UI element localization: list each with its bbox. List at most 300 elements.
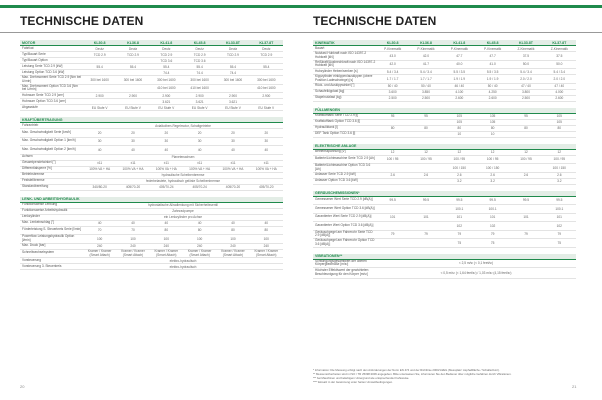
spec-label: Reißkraft/Ausbrechkraft nach ISO 14397-2 Hubkraft [kN] (315, 59, 376, 68)
spec-values (376, 62, 576, 66)
right-page-title: TECHNISCHE DATEN (313, 14, 437, 28)
spec-value: 100 / 95 (520, 157, 532, 162)
spec-row (20, 85, 283, 94)
spec-label: Standardbereifung (22, 184, 49, 189)
spec-value (83, 71, 116, 75)
spec-label: Vorsteuerung (22, 257, 41, 262)
footnote: ** Messunsicherheiten sind in ISO / TR 25398:2006 angegeben. Bitte unterweisen Sie, informieren Sie den Bediener über mögliche Gefahren durch Vibrationen. (313, 372, 512, 376)
spec-values (376, 179, 576, 183)
spec-values (83, 78, 283, 82)
spec-value: 3.621 (162, 99, 171, 104)
spec-values (376, 77, 576, 81)
spec-value: Deutz (128, 46, 138, 51)
spec-value: 50.0 (556, 62, 563, 67)
spec-values (83, 148, 283, 152)
spec-value: 12 (457, 150, 462, 154)
spec-value: TCD 2.9 (160, 52, 173, 57)
spec-value (509, 132, 542, 136)
spec-value: 100% VA + HA (155, 167, 177, 171)
spec-label: Kippzylinder einkippen/auskippen (obere Position Ladeschwinge) [s] (315, 74, 373, 82)
spec-label: Max. Drehmoment Serie TCD 2.9 [Nm bei U/min] (22, 75, 82, 83)
spec-value: 100.1 (455, 206, 464, 211)
spec-value: 2.6 (390, 173, 395, 177)
spec-label: Powerflow Leistungshydraulik Option [l/min] (22, 234, 75, 242)
spec-value: 40 (131, 147, 135, 152)
spec-value: 40 (231, 221, 235, 225)
spec-value: ±11 (230, 161, 236, 165)
spec-value-merged: < 2,5 m/s² (< 0,1 feet/s²) (458, 261, 494, 266)
spec-value: 2.900 (95, 93, 104, 98)
spec-value (250, 71, 283, 75)
spec-value (376, 166, 409, 170)
spec-value: 40 (164, 147, 169, 152)
spec-values (83, 53, 283, 57)
spec-value: Deutz (228, 46, 238, 51)
spec-values (376, 47, 576, 51)
spec-values (376, 207, 576, 211)
section-title: LENK- UND ARBEITSHYDRAULIK (22, 197, 80, 201)
spec-value: 2.900 (195, 93, 204, 98)
spec-value: 100 (263, 236, 269, 241)
spec-value: 2.0 / 2.0 (520, 76, 532, 81)
spec-value: 101 (556, 215, 562, 220)
spec-values (83, 94, 283, 98)
spec-value: 12 (524, 150, 528, 154)
spec-value: 70 (131, 228, 135, 233)
spec-label: Vorsteuerung 3. Steuerkreis (22, 263, 62, 268)
spec-value: 80 (490, 126, 495, 130)
spec-label: Bauart (315, 45, 325, 50)
spec-value: 46 / 40 (454, 84, 465, 88)
spec-label: Nutzlast Hubkraft nach ISO 14397-2 Hubkraft [kN] (315, 51, 367, 59)
title-rule (301, 32, 602, 33)
spec-label: Förderleistung S. Steuerkreis Serie [l/min] (22, 227, 81, 232)
spec-value: 405/70-20 (125, 185, 141, 189)
spec-values (376, 84, 576, 88)
spec-value: 3.2 (490, 179, 495, 183)
spec-label: Abgasstufe (22, 104, 38, 109)
spec-values (376, 90, 576, 94)
spec-value: 55.4 (196, 64, 203, 69)
spec-value: 300 bei 1600 (190, 77, 209, 82)
spec-value: 80 (264, 228, 269, 233)
spec-value (543, 132, 576, 136)
spec-value: 5.5 / 3.5 (486, 69, 499, 74)
spec-label: Funktionsweise Arbeitshydraulik (22, 208, 68, 213)
spec-value: 99.5 (422, 198, 430, 203)
spec-label: Max. Geschwindigkeit Option 2 [km/h] (22, 146, 76, 151)
spec-value: 100 (97, 236, 103, 241)
spec-values (376, 215, 576, 219)
spec-value: 12 (424, 150, 428, 154)
model-column-header: KL36.8 (420, 40, 432, 45)
spec-value (509, 166, 542, 170)
right-page-number: 21 (572, 384, 577, 389)
spec-value: 70 (97, 228, 102, 233)
spec-value: 40 (264, 147, 269, 152)
spec-values (83, 65, 283, 69)
spec-value: 240 (230, 244, 236, 248)
spec-value: 100% VA + HA (189, 167, 211, 171)
spec-value: P-Kinematik (484, 46, 502, 51)
spec-label: Rück- und Auskippwinkel [°] (315, 83, 355, 88)
spec-value: 100% VA + HA (255, 167, 277, 171)
spec-value (116, 59, 149, 63)
spec-value: Kramer / Kramer (Smart Attach) (121, 249, 145, 258)
spec-values (83, 131, 283, 135)
spec-value: 99.5 (522, 198, 530, 203)
spec-values (83, 71, 283, 75)
spec-value: 42.0 (389, 62, 396, 67)
spec-value: 100 / 150 (486, 165, 500, 170)
spec-label: Gemessener Wert Option TCD 3.6 [dB(A)] (315, 205, 375, 210)
spec-value (509, 179, 542, 183)
spec-row (313, 61, 576, 70)
spec-value: 2.900 (162, 93, 171, 98)
spec-value: 410 bei 1600 (190, 86, 209, 91)
spec-value: 5.5 / 3.5 (453, 69, 466, 74)
spec-value (509, 241, 542, 245)
section-title: KINEMATIK (315, 40, 335, 45)
spec-value: 100% VA + HA (222, 167, 244, 171)
spec-label: Hubzylinder Heben/senken [s] (315, 68, 358, 73)
spec-label: Anlasser Option TCD 3.6 [kW] (315, 178, 358, 183)
spec-values (83, 47, 283, 51)
spec-values (83, 106, 283, 110)
top-accent-bar (301, 5, 602, 8)
spec-value: 30 (197, 139, 202, 144)
spec-values (376, 96, 576, 100)
spec-value: 40 (197, 221, 202, 225)
spec-label: Schwingungsgesamtwert der oberen Körpergliedmaße [m/s²] (315, 258, 367, 267)
spec-row (313, 197, 576, 206)
spec-value: 3.2 (557, 179, 562, 183)
spec-value: 2.900 (228, 93, 237, 98)
spec-value: 2.900 (262, 93, 271, 98)
footnotes (313, 368, 576, 384)
spec-value: 55.4 (96, 64, 103, 69)
left-spec-tables (20, 40, 283, 270)
spec-value: 79 (424, 232, 428, 237)
spec-value: 2.500 (388, 96, 397, 100)
spec-label: Fahrantrieb (22, 122, 39, 127)
spec-row (313, 260, 576, 269)
spec-value: TCD 2.9 (193, 52, 206, 57)
spec-value: 80 (524, 126, 528, 130)
spec-value: TCD 3.6 (193, 58, 206, 63)
spec-value: 100.1 (555, 206, 564, 211)
spec-values (376, 198, 576, 202)
spec-value: 55.4 (163, 64, 170, 69)
spec-value: 30 (131, 139, 135, 144)
model-column-header: KL36.8 (127, 40, 139, 45)
spec-value: 50 / 40 (387, 84, 398, 88)
spec-value: 100 / 150 (552, 165, 566, 170)
spec-value (509, 207, 542, 211)
spec-values (376, 114, 576, 118)
spec-value-merged: hydrostatische Allradlenkung mit Sicherheitsventil (148, 203, 218, 207)
spec-value (409, 207, 442, 211)
spec-value: EU Stufe V (225, 105, 241, 110)
spec-value: 99.5 (489, 198, 496, 203)
spec-value: 300 bei 1600 (123, 77, 143, 82)
spec-value: 12 (390, 150, 395, 154)
spec-value: 75 (557, 240, 562, 245)
spec-value: 100 (230, 236, 236, 241)
spec-value: 80 (197, 228, 202, 233)
spec-value: 240 (263, 244, 269, 248)
spec-value: 1.9 / 1.9 (453, 76, 466, 81)
spec-value (216, 59, 249, 63)
spec-value: 74.4 (163, 70, 170, 75)
spec-value: TCD 3.6 (160, 58, 173, 63)
spec-value: 30 (164, 139, 169, 144)
spec-label: Schnellwechselsystem (22, 250, 55, 255)
spec-value: 410 bei 1600 (257, 86, 276, 91)
spec-values (376, 150, 576, 154)
spec-values (83, 86, 283, 90)
spec-row (20, 235, 283, 244)
spec-value (216, 86, 249, 90)
spec-value: 20 (164, 130, 169, 135)
spec-value-merged: ein Lenkzylinder pro Achse (163, 215, 203, 219)
spec-value (83, 59, 116, 63)
spec-label: Batterie/Lichtmaschine Serie TCD 2.9 [Ah] (315, 156, 375, 161)
spec-value: Kramer / Kramer (Smart Attach) (187, 249, 212, 258)
left-page-number: 20 (20, 384, 25, 389)
spec-value: 2.6 (490, 173, 495, 177)
spec-value: 240 (163, 244, 169, 248)
spec-value (376, 207, 409, 211)
spec-values (376, 224, 576, 228)
spec-values (83, 244, 283, 248)
spec-values (83, 228, 283, 232)
spec-value: 3.2 (457, 179, 462, 183)
spec-row (313, 239, 576, 248)
spec-value: 42.0 (422, 53, 430, 58)
spec-label: Fabrikat (22, 45, 34, 50)
spec-value: 2.0 / 2.0 (553, 76, 566, 81)
spec-values (83, 100, 283, 104)
spec-value: TCD 2.9 (93, 52, 106, 57)
spec-value: 240 (130, 244, 136, 248)
spec-value: 12 (557, 150, 562, 154)
spec-label: Typ/Bauart Serie (22, 51, 46, 56)
spec-value: 20 (197, 130, 202, 135)
spec-value: 2.500 (521, 96, 530, 100)
spec-value: 37.5 (522, 53, 530, 58)
spec-value: ±11 (163, 161, 169, 165)
spec-value: ±11 (130, 161, 136, 165)
spec-value: 101 (523, 215, 529, 220)
model-column-header: KL30.8 (93, 40, 106, 45)
spec-value: 55.4 (229, 64, 237, 69)
spec-value: Z-Kinematik (517, 46, 535, 51)
spec-values (376, 166, 576, 170)
spec-value: 5.4 / 3.4 (553, 69, 566, 74)
spec-value-merged: elektro-hydraulisch (169, 264, 197, 269)
spec-value: 101 (390, 215, 396, 220)
spec-row (20, 250, 283, 259)
spec-label: Typ/Bauart Option (22, 57, 48, 62)
spec-value: 99.5 (456, 198, 463, 203)
spec-value: 100 / 95 (386, 157, 399, 162)
spec-values (376, 126, 576, 130)
spec-label: Max. Geschwindigkeit Serie [km/h] (22, 129, 71, 134)
spec-value: 99.5 (556, 198, 563, 203)
spec-value: 100 / 95 (553, 157, 566, 162)
spec-value: 100 / 95 (420, 157, 432, 162)
spec-value: 5.4 / 3.4 (420, 69, 432, 74)
spec-row (313, 214, 576, 223)
spec-value: 95 (390, 114, 395, 118)
spec-value: 2.6 (523, 173, 529, 177)
spec-value: 20 (264, 130, 269, 135)
spec-value: 405/70-24 (159, 185, 174, 189)
model-columns (376, 41, 576, 45)
title-rule (0, 32, 301, 33)
spec-value: P-Kinematik (417, 46, 435, 51)
spec-value: 100 / 95 (486, 157, 499, 162)
spec-value: 100% VA + HA (122, 167, 144, 171)
spec-value-merged: elektro-hydraulisch (169, 258, 197, 263)
spec-values (83, 185, 283, 189)
spec-label: Feststellbremse (22, 178, 45, 183)
spec-label: Achsen (22, 154, 33, 159)
spec-value: 75 (457, 240, 462, 245)
spec-label: Lenkzylinder (22, 214, 40, 219)
spec-value: 100% VA + HA (89, 167, 111, 171)
spec-value: 101 (489, 215, 496, 220)
spec-label: Gemessener Wert Serie TCD 2.9 [dB(A)] (315, 197, 373, 202)
spec-label: Hubraum Option TCD 3.6 [cm³] (22, 98, 67, 103)
spec-value: 5.4 / 3.4 (520, 69, 532, 74)
spec-value: 47 / 40 (521, 84, 531, 88)
spec-value: 102 (489, 223, 496, 228)
spec-value: 100 / 95 (453, 157, 466, 162)
spec-value: 3.850 (422, 90, 430, 94)
spec-value: 50 / 40 (487, 84, 498, 88)
spec-value: 240 (97, 244, 103, 248)
spec-value (509, 120, 542, 124)
model-column-header: KL41.8 (160, 40, 173, 45)
spec-value: 79 (390, 232, 395, 237)
spec-value: 4.100 (455, 90, 464, 94)
spec-label: Stapelnutzlast (kg) (315, 95, 342, 100)
spec-label: Schaufelkipplast [kg] (315, 89, 345, 94)
spec-value (409, 166, 442, 170)
spec-row (20, 264, 283, 270)
spec-label: Höchster Effektivwert der gewichteten Beschleunigung für den Körper [m/s²] (315, 268, 369, 276)
spec-value: 40 (97, 147, 102, 152)
top-accent-bar (0, 5, 301, 8)
spec-value: 4.000 (555, 90, 564, 94)
spec-value: 3.621 (195, 99, 204, 104)
spec-value: 405/70-20 (259, 185, 274, 189)
spec-values (83, 221, 283, 225)
model-column-header: KL37.8T (259, 40, 274, 45)
spec-value: 40 (197, 147, 202, 152)
spec-value-merged: Zahnradpumpe (172, 209, 194, 213)
spec-values (376, 70, 576, 74)
spec-value: 2.6 (423, 173, 429, 177)
spec-label: Batterie/Lichtmaschine Option TCD 3.6 [Ah] (315, 163, 371, 171)
spec-value: 300 bei 1600 (257, 77, 276, 82)
spec-value: 95 (424, 114, 428, 118)
spec-value (409, 224, 442, 228)
spec-row (20, 129, 283, 138)
section-title: FÜLLMENGEN (315, 108, 340, 112)
spec-value: 300 bei 1600 (90, 77, 109, 82)
spec-value: 102 (556, 223, 562, 228)
spec-value: 74.4 (229, 70, 237, 75)
spec-value: 300 bei 1600 (223, 77, 243, 82)
spec-value: EU Stufe V (125, 105, 141, 110)
spec-value: 74.4 (196, 70, 203, 75)
spec-label: Hubraum Serie TCD 2.9 [cm³] (22, 92, 65, 97)
spec-value: 2.600 (455, 96, 464, 100)
spec-value: EU Stufe V (91, 105, 108, 110)
spec-value: 240 (196, 244, 203, 248)
spec-value (376, 241, 409, 245)
spec-value: 80 (390, 126, 395, 130)
spec-value: 4.250 (488, 90, 497, 94)
section-title: MOTOR (22, 40, 36, 45)
spec-value: 99.5 (389, 198, 396, 203)
model-columns (83, 41, 283, 45)
spec-value: TCD 2.9 (127, 52, 139, 57)
spec-value: 300 bei 1600 (157, 77, 176, 82)
spec-value: 80 (557, 126, 562, 130)
spec-value: 43.0 (389, 53, 396, 58)
spec-value: 100 / 150 (452, 165, 466, 170)
spec-label: Kraftstofftank Serie TCD 2.9 [l] (315, 113, 359, 118)
spec-row (20, 146, 283, 155)
spec-value: 105 (489, 114, 496, 118)
spec-value: 12 (490, 150, 495, 154)
spec-value (116, 100, 149, 104)
spec-label: Max. Geschwindigkeit Option 1 [km/h] (22, 138, 76, 143)
model-column-header: KL45.8 (486, 40, 499, 45)
spec-values (83, 139, 283, 143)
spec-value: Deutz (95, 46, 104, 51)
spec-values (376, 173, 576, 177)
spec-values (376, 157, 576, 161)
spec-value: Kramer / Kramer (Smart Attach) (87, 249, 112, 258)
spec-value: 100.1 (488, 206, 497, 211)
spec-value: 2.6 (557, 173, 562, 177)
model-column-header: KL45.8 (193, 40, 206, 45)
spec-value: EU Stufe V (191, 105, 208, 110)
model-column-header: KL33.8T (518, 40, 533, 45)
section-title: ELEKTRISCHE ANLAGE (315, 144, 357, 148)
spec-value: 50.0 (522, 62, 530, 67)
spec-value: ±11 (263, 161, 269, 165)
spec-value-merged: hydraulische Scheibenbremse (161, 173, 205, 177)
left-page-title: TECHNISCHE DATEN (20, 14, 144, 28)
spec-label: Anlasser Serie TCD 2.9 [kW] (315, 172, 356, 177)
spec-value (376, 179, 409, 183)
model-column-header: KL30.8 (386, 40, 399, 45)
spec-value: 80 (164, 228, 169, 233)
spec-value-merged: Axialkolben-Regelmotor, Schaltgetriebe (155, 123, 211, 128)
spec-label: Max. Druck [bar] (22, 243, 46, 248)
spec-value: 30 (264, 139, 269, 144)
spec-value: 101 (456, 215, 462, 220)
spec-value (409, 179, 442, 183)
spec-value: ±11 (97, 161, 103, 165)
spec-values (376, 132, 576, 136)
